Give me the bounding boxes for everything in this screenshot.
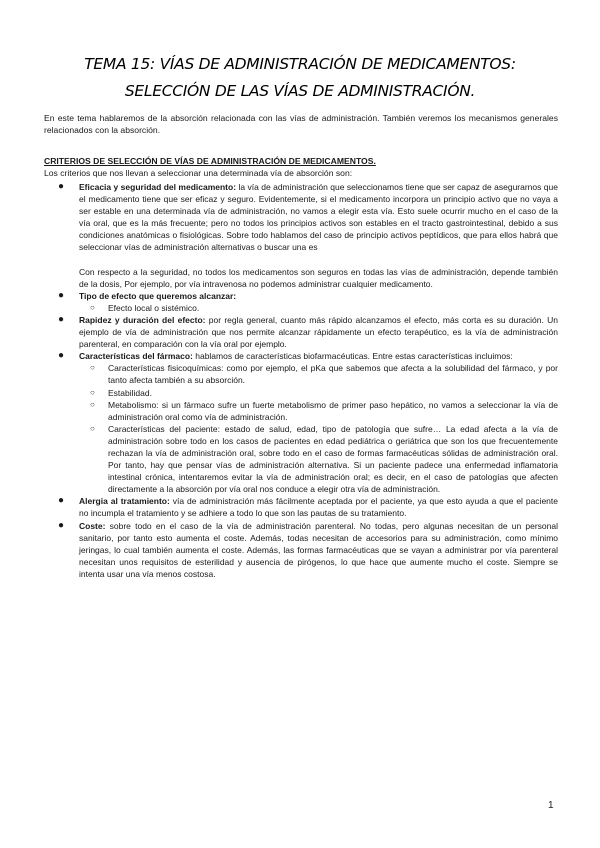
sub-item — [44, 399, 558, 423]
item-label: Coste: — [79, 520, 106, 531]
list-item-rapidez — [44, 314, 558, 350]
item-label: Rapidez y duración del efecto: — [79, 314, 206, 325]
criteria-list — [44, 181, 558, 580]
bullet-icon: ● — [58, 519, 65, 531]
item-text: sobre todo en el caso de la vía de administración parenteral. No todas, pero algunas necesitan de un personal sanitario, por tanto esto aumenta el coste. Además, todas necesitan de accesorios para su administración, como mínimo jeringas, lo cual también aumenta el coste. Además, las formas farmacéuticas que se vayan a administrar por vía parenteral necesitan unos requisitos de esterilidad y ausencia de pirógenos, lo que hace que aumente mucho el coste. Siempre se intenta usar una vía menos costosa. — [79, 520, 558, 579]
sub-item — [44, 302, 558, 314]
item-label: Alergia al tratamiento: — [79, 496, 170, 507]
sub-item-text: Estabilidad. — [108, 387, 152, 398]
item-text: vía de administración más fácilmente aceptada por el paciente, ya que esto ayuda a que el paciente no incumpla el tratamiento y se adhiere a todo lo que son las pautas de su tratamiento. — [79, 496, 558, 519]
sub-item-text: Características fisicoquímicas: como por ejemplo, el pKa que sabemos que afecta a la solubilidad del fármaco, y por tanto afecta también a su absorción. — [108, 363, 558, 386]
circle-bullet-icon: ○ — [90, 387, 95, 397]
list-item-farmaco — [44, 350, 558, 362]
list-item-eficacia — [44, 181, 558, 254]
sub-item-text: Características del paciente: estado de salud, edad, tipo de patología que sufre… La edad afecta a la vía de administración sobre todo en los casos de pacientes en edad pediátrica o geriátrica que son los que frecuentemente rechazan la vía de administración oral, sobre todo en el caso de formas farmacéuticas sólidas de administración oral. Por tanto, hay que pensar vías de administración alternativa. Si un paciente padece una enfermedad inflamatoria intestinal crónica, intentaremos evitar la vía de administración oral; es decir, en el caso de patologías que afecten directamente a la absorción por vía oral nos conduce a elegir otra vía de administración. — [108, 423, 558, 495]
list-item-alergia — [44, 495, 558, 519]
item-extra-paragraph: Con respecto a la seguridad, no todos los medicamentos son seguros en todas las vías de administración, depende también de la dosis, Por ejemplo, por vía intravenosa no podemos administrar cualquier medicamento. — [79, 266, 558, 289]
title-line-1: TEMA 15: VÍAS DE ADMINISTRACIÓN DE MEDICAMENTOS: — [84, 55, 516, 73]
item-text: por regla general, cuanto más rápido alcanzamos el efecto, más corta es su duración. Un ejemplo de vía de administración que nos permite alcanzar rápidamente un efecto terapéutico, es la vía de administración parenteral, en comparación con la vía oral por ejemplo. — [79, 314, 559, 350]
bullet-icon: ● — [58, 495, 65, 507]
sub-item-text: Metabolismo: si un fármaco sufre un fuerte metabolismo de primer paso hepático, no vamos a seleccionar la vía de administración oral como vía de administración. — [108, 399, 558, 422]
sub-item — [44, 387, 558, 399]
title-line-2: SELECCIÓN DE LAS VÍAS DE ADMINISTRACIÓN. — [124, 82, 476, 100]
bullet-icon: ● — [58, 181, 65, 192]
circle-bullet-icon: ○ — [90, 399, 95, 409]
bullet-icon: ● — [58, 289, 65, 301]
intro-paragraph: En este tema hablaremos de la absorción relacionada con las vías de administración. También veremos los mecanismos generales relacionados con la absorción. — [44, 113, 558, 136]
bullet-icon: ● — [58, 313, 65, 325]
section-heading: CRITERIOS DE SELECCIÓN DE VÍAS DE ADMINISTRACIÓN DE MEDICAMENTOS. — [44, 156, 376, 166]
page-number: 1 — [548, 800, 554, 811]
section-lead: Los criterios que nos llevan a seleccionar una determinada vía de absorción son: — [44, 168, 353, 178]
sub-item — [44, 362, 558, 386]
circle-bullet-icon: ○ — [90, 423, 95, 433]
item-text: hablamos de características biofarmacéuticas. Entre estas características incluimos: — [192, 351, 513, 362]
sub-item-text: Efecto local o sistémico. — [108, 302, 200, 313]
circle-bullet-icon: ○ — [90, 363, 95, 373]
item-label: Características del fármaco: — [79, 351, 193, 362]
item-text: la vía de administración que seleccionamos tiene que ser capaz de asegurarnos que el medicamento tiene que ser eficaz y seguro. Evidentemente, si el medicamento incorpora un principio activo que no vaya a ser estable en una determinada vía de administración, no vamos a elegir esta vía. Esto suele ocurrir mucho en el caso de la vía oral, que es la más frecuente; pero no todos los principios activos son estables en el tracto gastrointestinal, debido a sus condiciones anatómicas o fisiológicas. Sobre todo hablamos del caso de principio activos peptídicos, que para ellos habrá que seleccionar vías de administración alternativas o buscar una es — [79, 182, 558, 253]
bullet-icon: ● — [58, 350, 65, 362]
list-item-efecto — [44, 290, 558, 302]
list-item-coste — [44, 520, 558, 580]
item-label: Tipo de efecto que queremos alcanzar: — [79, 290, 237, 301]
sub-item — [44, 423, 558, 496]
item-label: Eficacia y seguridad del medicamento: — [79, 182, 237, 192]
circle-bullet-icon: ○ — [90, 302, 95, 312]
